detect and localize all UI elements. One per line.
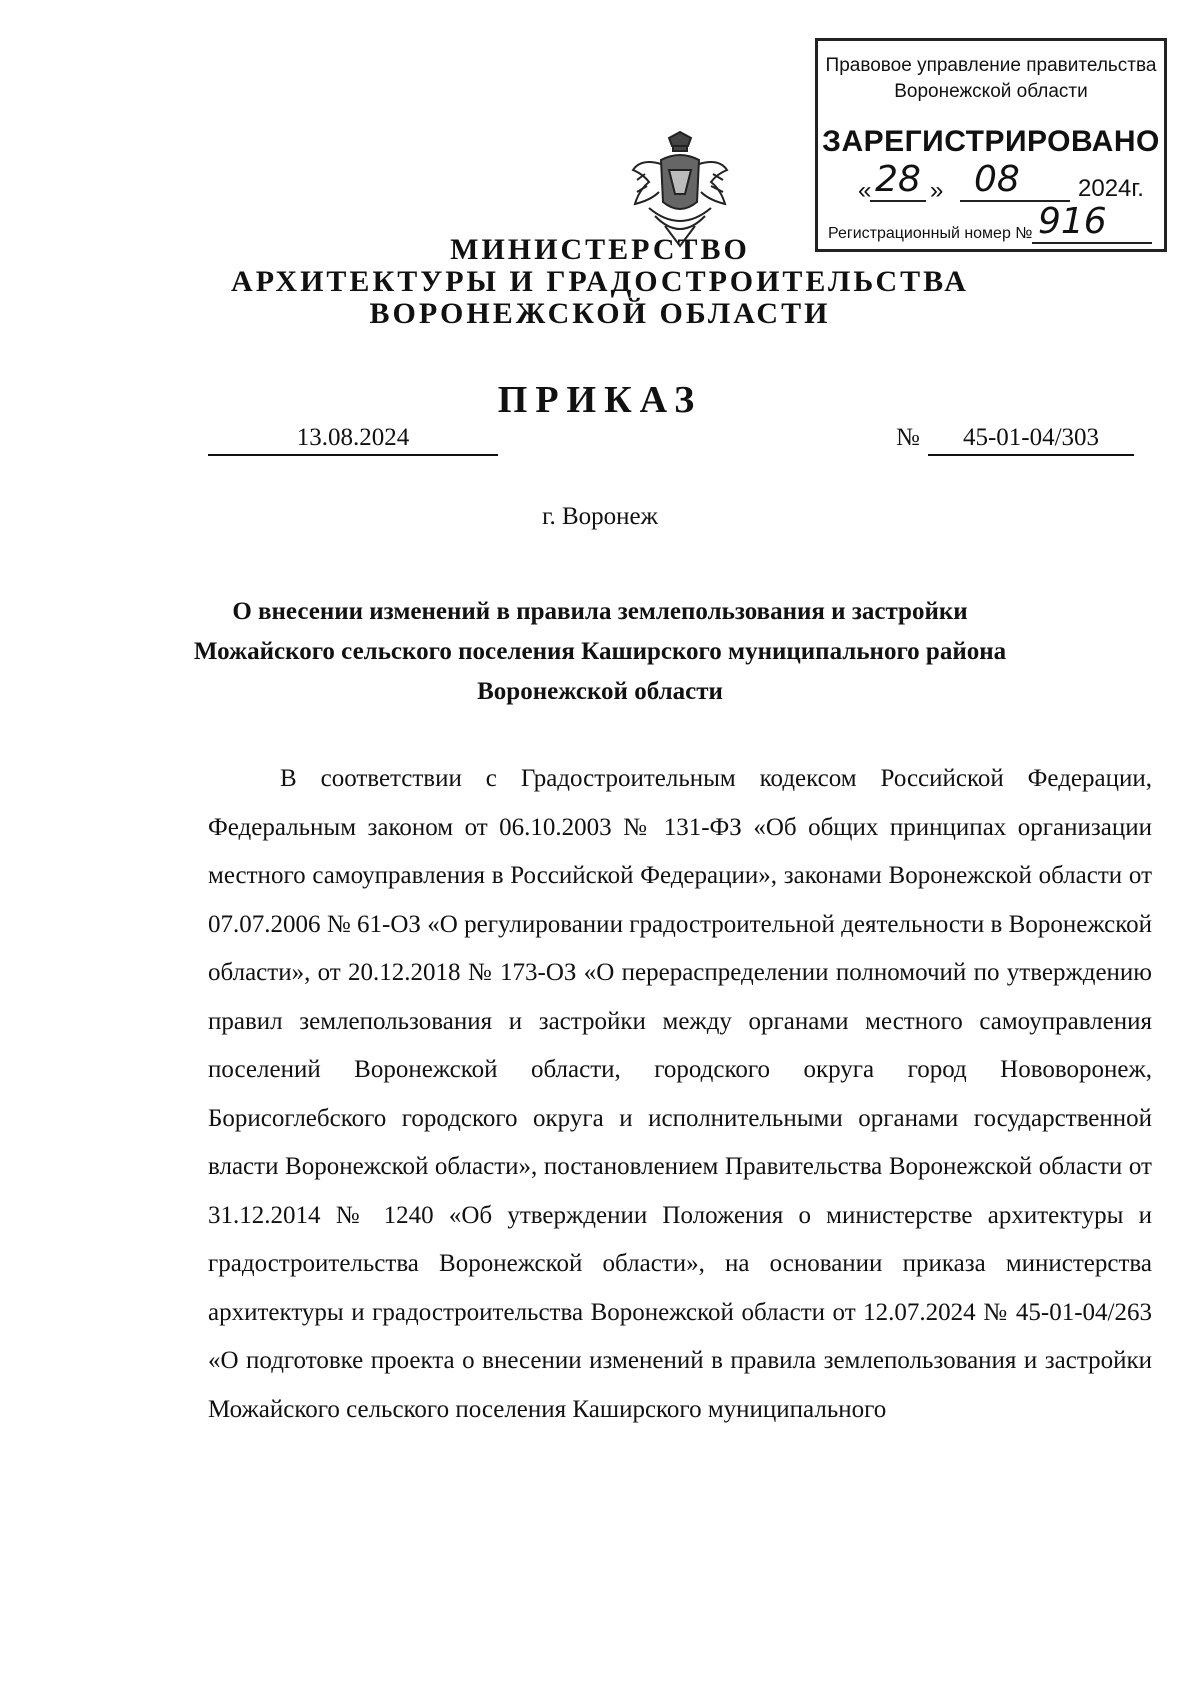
ministry-name-line1: МИНИСТЕРСТВО xyxy=(450,233,750,266)
registration-stamp xyxy=(815,38,1167,252)
subject-line3: Воронежской области xyxy=(477,678,723,705)
order-subject xyxy=(180,592,1020,712)
order-body xyxy=(208,755,1152,1434)
order-city: г. Воронеж xyxy=(542,503,658,530)
stamp-date xyxy=(856,159,1146,205)
stamp-day: 28 xyxy=(870,159,926,202)
stamp-reg-number: 916 xyxy=(1032,201,1152,244)
stamp-org-line1: Правовое управление правительства xyxy=(825,55,1157,76)
subject-line1: О внесении изменений в правила землепользования и застройки xyxy=(232,598,968,625)
document-title: ПРИКАЗ xyxy=(497,379,703,421)
stamp-registered-label: ЗАРЕГИСТРИРОВАНО xyxy=(822,125,1160,158)
order-number: 45-01-04/303 xyxy=(928,424,1134,456)
order-number-sign: № xyxy=(896,424,920,451)
body-paragraph: В соответствии с Градостроительным кодексом Российской Федерации, Федеральным законом от 06.10.2003 № 131-ФЗ «Об общих принципах организации местного самоуправления в Российской Федерации», законами Воронежской области от 07.07.2006 № 61-ОЗ «О регулировании градостроительной деятельности в Воронежской области», от 20.12.2018 № 173-ОЗ «О перераспределении полномочий по утверждению правил землепользования и застройки между органами местного самоуправления поселений Воронежской области, городского округа город Нововоронеж, Борисоглебского городского округа и исполнительными органами государственной власти Воронежской области», постановлением Правительства Воронежской области от 31.12.2014 № 1240 «Об утверждении Положения о министерстве архитектуры и градостроительства Воронежской области», на основании приказа министерства архитектуры и градостроительства Воронежской области от 12.07.2024 № 45-01-04/263 «О подготовке проекта о внесении изменений в правила землепользования и застройки Можайского сельского поселения Каширского муниципального xyxy=(208,765,1152,1423)
subject-line2: Можайского сельского поселения Каширского муниципального района xyxy=(193,638,1007,665)
stamp-quote-close: » xyxy=(930,177,944,204)
stamp-year: 2024г. xyxy=(1078,175,1144,202)
stamp-month: 08 xyxy=(960,159,1070,202)
ministry-name-line3: ВОРОНЕЖСКОЙ ОБЛАСТИ xyxy=(369,297,831,330)
stamp-organization xyxy=(818,53,1164,105)
stamp-quote-open: « xyxy=(858,177,872,204)
stamp-org-line2: Воронежской области xyxy=(894,81,1088,102)
ministry-name-line2: АРХИТЕКТУРЫ И ГРАДОСТРОИТЕЛЬСТВА xyxy=(231,265,969,298)
stamp-reg-number-label: Регистрационный номер № xyxy=(828,225,1033,242)
order-date: 13.08.2024 xyxy=(208,424,498,456)
